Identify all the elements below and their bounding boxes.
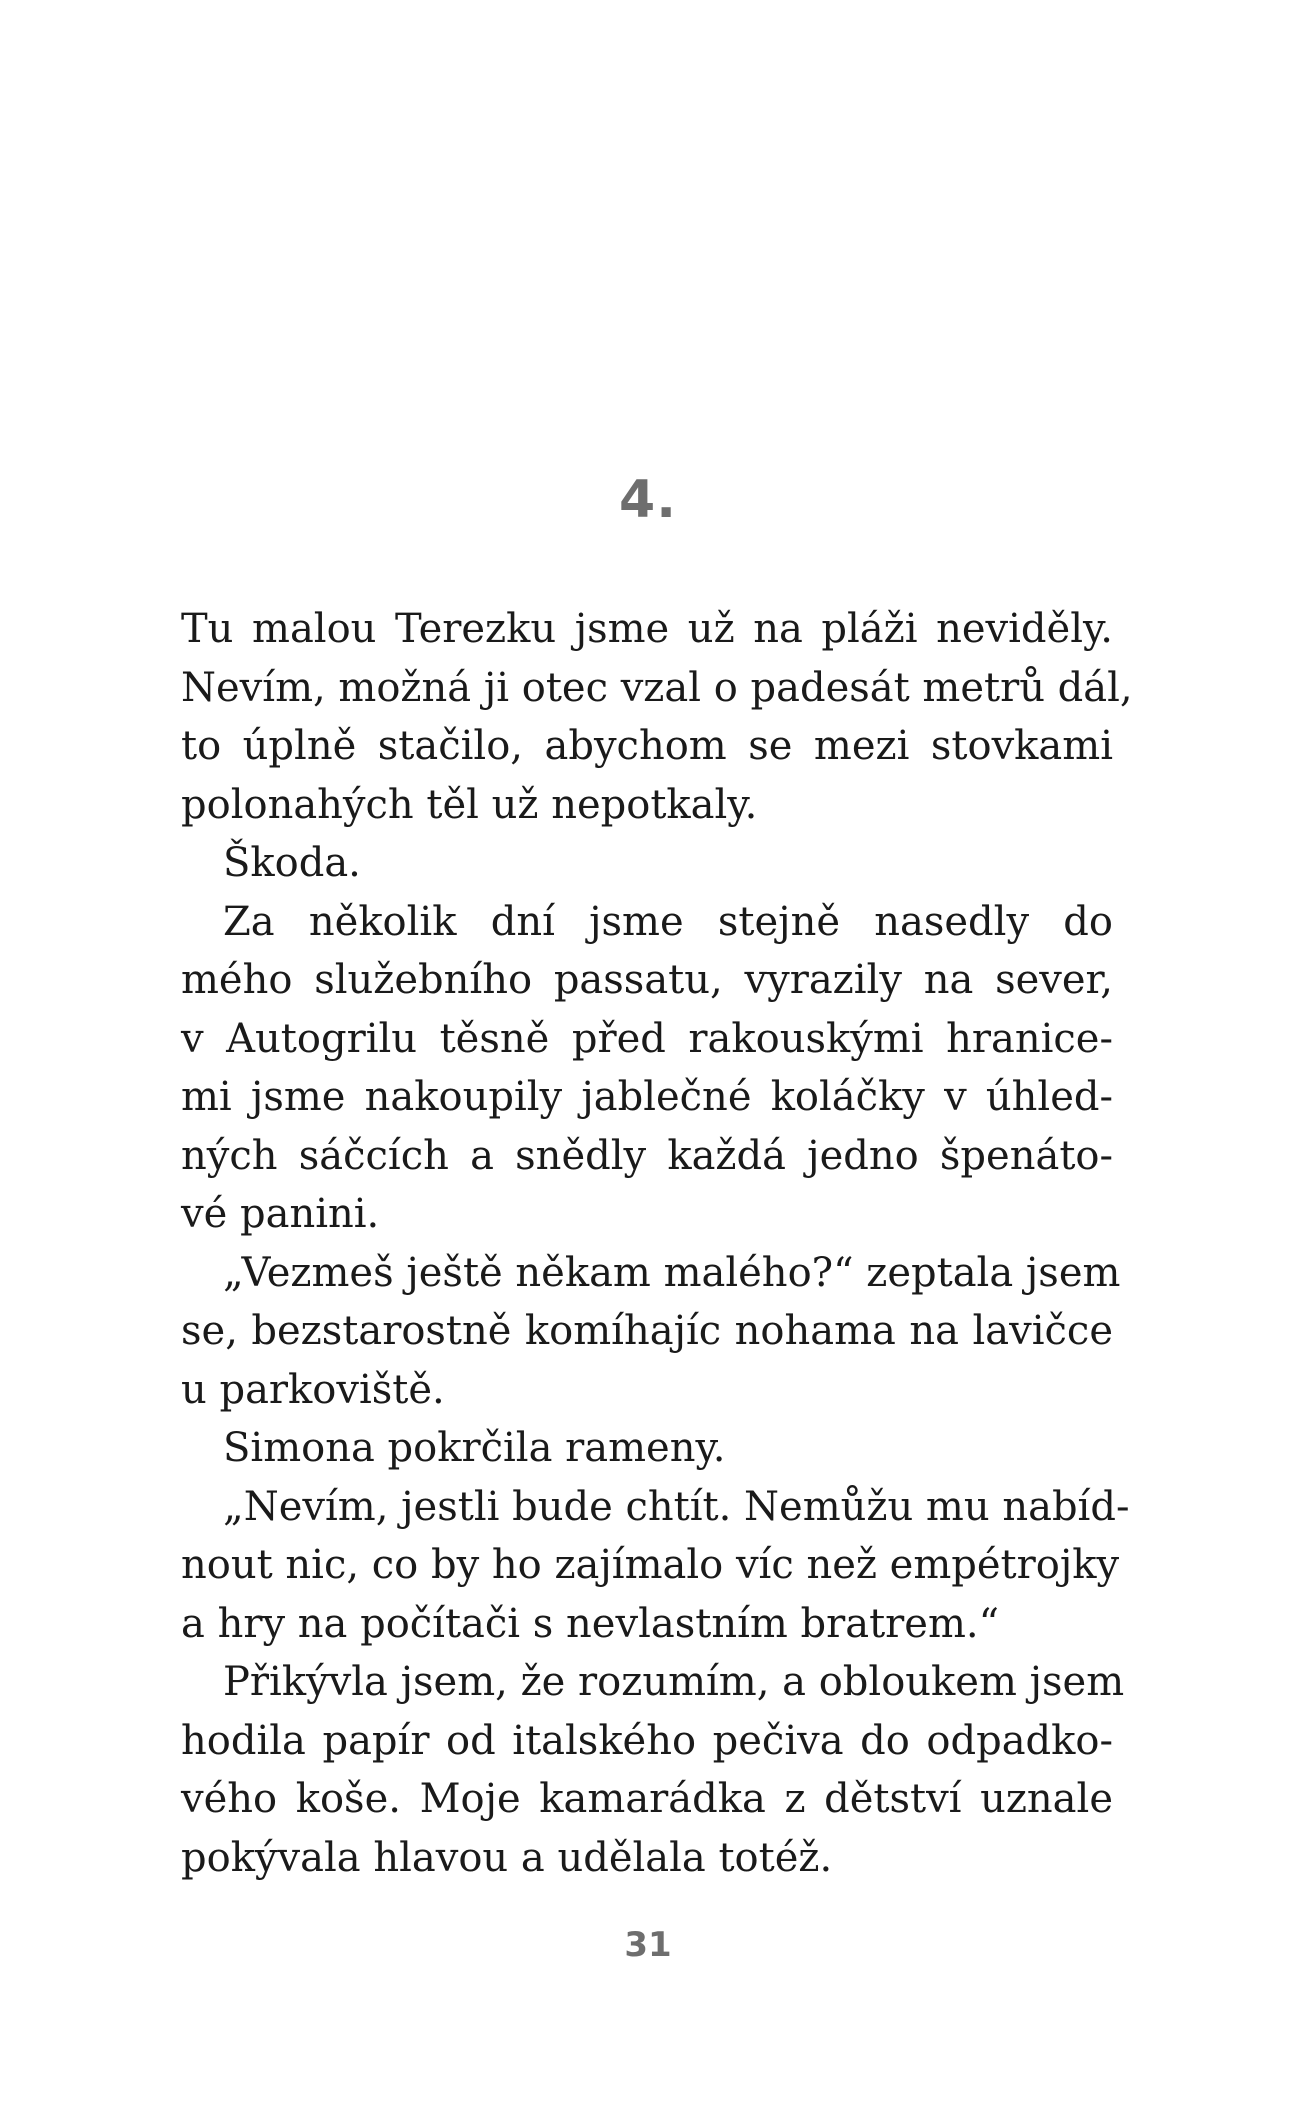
text-line: mého služebního passatu, vyrazily na sever, [181, 957, 1113, 1003]
text-line: vého koše. Moje kamarádka z dětství uznale [181, 1776, 1113, 1822]
text-line: Tu malou Terezku jsme už na pláži neviděly. [181, 606, 1113, 652]
text-line: to úplně stačilo, abychom se mezi stovkami [181, 723, 1113, 769]
text-line: v Autogrilu těsně před rakouskými hranice- [181, 1015, 1113, 1062]
text-line: u parkoviště. [181, 1366, 445, 1413]
text-line: a hry na počítači s nevlastním bratrem.“ [181, 1600, 1000, 1647]
text-line: Přikývla jsem, že rozumím, a obloukem jsem [223, 1659, 1125, 1705]
text-line: Simona pokrčila rameny. [223, 1425, 726, 1471]
chapter-text [181, 600, 1133, 1887]
text-line: polonahých těl už nepotkaly. [181, 781, 758, 828]
text-line: Za několik dní jsme stejně nasedly do [223, 898, 1113, 945]
text-line: „Nevím, jestli bude chtít. Nemůžu mu nabíd- [223, 1483, 1130, 1530]
text-line: Škoda. [223, 840, 361, 886]
text-line: ných sáčcích a snědly každá jedno špenáto- [181, 1132, 1113, 1179]
text-line: „Vezmeš ještě někam malého?“ zeptala jsem [223, 1249, 1121, 1296]
text-line: nout nic, co by ho zajímalo víc než empétrojky [181, 1542, 1120, 1588]
text-line: mi jsme nakoupily jablečné koláčky v úhled- [181, 1074, 1113, 1120]
text-line: pokývala hlavou a udělala totéž. [181, 1834, 833, 1881]
page-number: 31 [624, 1925, 672, 1965]
text-line: hodila papír od italského pečiva do odpadko- [181, 1717, 1113, 1764]
text-line: Nevím, možná ji otec vzal o padesát metrů dál, [181, 664, 1133, 711]
chapter-number: 4. [619, 470, 677, 530]
text-line: se, bezstarostně komíhajíc nohama na lavičce [181, 1308, 1113, 1354]
text-line: vé panini. [181, 1191, 380, 1237]
